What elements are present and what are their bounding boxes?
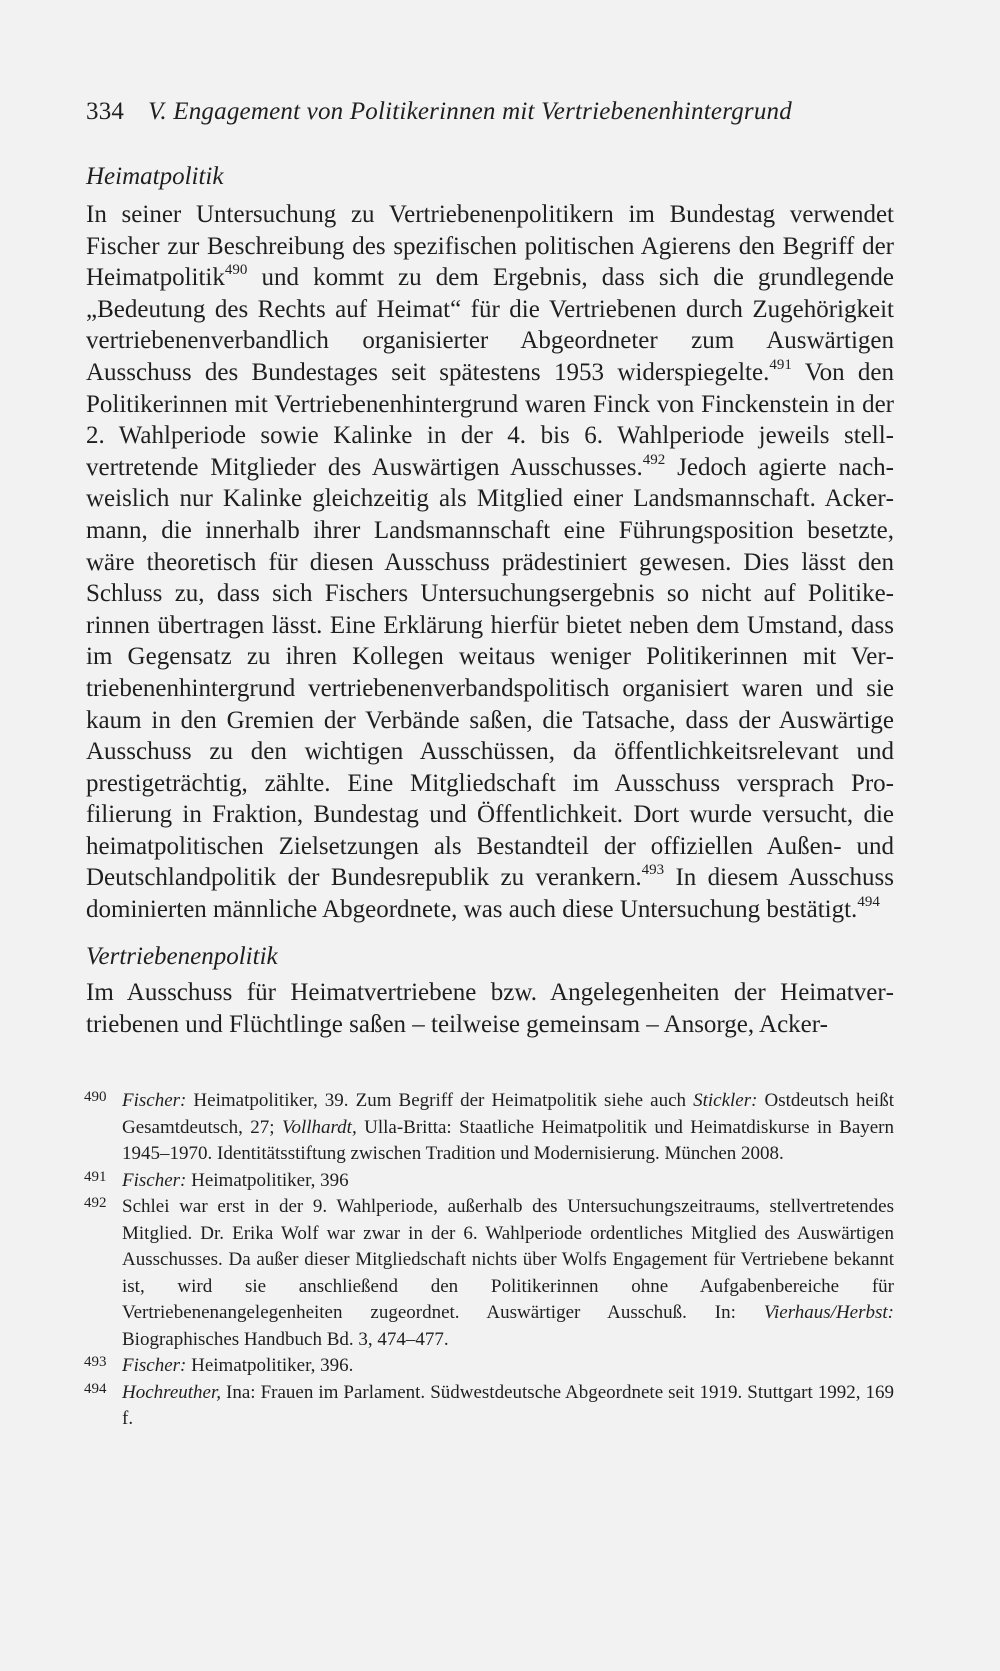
author-name: Fischer: — [122, 1090, 187, 1111]
section-vertriebenenpolitik — [86, 940, 894, 1040]
text-run: Biographisches Handbuch Bd. 3, 474–477. — [122, 1328, 449, 1350]
footnote-491 — [86, 1168, 894, 1195]
running-header — [86, 98, 792, 126]
footnote-number: 493 — [84, 1354, 107, 1370]
text-run: In seiner Untersuchung zu Vertriebenenpolitikern im Bundestag verwendet Fischer zur Beschreibung des spezifischen politischen Agierens den Begriff der Heimatpolitik — [86, 201, 894, 292]
footnote-ref[interactable]: 491 — [769, 356, 792, 373]
section-heimatpolitik — [86, 160, 894, 926]
author-name: Hochreuther, — [122, 1381, 222, 1403]
text-run: Heimatpolitiker, 396. — [186, 1355, 354, 1376]
text-run: Schlei war erst in der 9. Wahlperiode, außerhalb des Untersuchungszeitraums, stellvertretendes Mitglied. Dr. Erika Wolf war zwar in der 6. Wahlperiode ordentliches Mitglied des Auswärtigen Ausschusses. Da außer dieser Mitgliedschaft nichts über Wolfs Engagement für Vertriebene bekannt ist, wird sie anschließend den Politikerinnen ohne Aufgabenbereiche für Vertriebenenangelegenheiten zugeordnet. Auswärtiger Ausschuß. In: — [122, 1196, 894, 1323]
body-paragraph: Im Ausschuss für Heimatvertriebene bzw. Angelegenheiten der Heimatvertriebenen und Flüchtlinge saßen – teilweise gemeinsam – Ansorge, Acker- — [86, 979, 894, 1038]
footnote-number: 492 — [84, 1195, 107, 1211]
footnote-ref[interactable]: 490 — [224, 262, 248, 279]
author-name: Vollhardt, — [281, 1116, 357, 1138]
text-run: Ulla-Britta: Staatliche Heimatpolitik und Heimatdiskurse in Bayern 1945–1970. Identitätsstiftung zwischen Tradition und Modernisierung. München 2008. — [122, 1116, 895, 1164]
footnote-490 — [86, 1088, 894, 1168]
footnote-ref[interactable]: 494 — [857, 894, 880, 911]
author-name: Vierhaus/Herbst: — [763, 1302, 894, 1323]
footnote-number: 490 — [84, 1089, 107, 1105]
text-run: Ina: Frauen im Parlament. Südwestdeutsche Abgeordnete seit 1919. Stuttgart 1992, 169 f. — [122, 1381, 894, 1429]
text-run: In diesem Ausschuss dominierten männliche Abgeordnete, was auch diese Untersuchung bestätigt. — [86, 864, 894, 924]
footnote-494 — [86, 1380, 894, 1433]
footnote-493 — [86, 1353, 894, 1380]
footnote-number: 491 — [84, 1168, 107, 1185]
author-name: Fischer: — [122, 1355, 187, 1376]
section-heading: Heimatpolitik — [86, 163, 224, 190]
text-run: Heimatpolitiker, 396 — [186, 1169, 349, 1191]
page-number: 334 — [86, 98, 125, 125]
section-heading: Vertriebenenpolitik — [86, 943, 278, 970]
footnotes — [86, 1088, 894, 1433]
footnote-ref[interactable]: 492 — [642, 451, 666, 468]
text-run: Von den Politikerinnen mit Vertriebenenhintergrund waren Finck von Finckenstein in der 2. Wahlperiode sowie Kalinke in der 4. bis 6. Wahlperiode jeweils stellvertretende Mitglieder des Auswärtigen Ausschusses. — [86, 358, 894, 481]
text-run: Heimatpolitiker, 39. Zum Begriff der Heimatpolitik siehe auch — [186, 1090, 694, 1111]
footnote-ref[interactable]: 493 — [641, 862, 665, 879]
footnote-number: 494 — [84, 1380, 107, 1397]
text-run: und kommt zu dem Ergebnis, dass sich die grundlegende „Bedeutung des Rechts auf Heimat“ für die Vertriebenen durch Zugehörigkeit vertriebenenverbandlich organisierter Abgeordneter zum Auswärtigen Ausschuss des Bundestages seit spätestens 1953 widerspiegelte. — [86, 264, 894, 386]
author-name: Stickler: — [693, 1090, 758, 1111]
text-run: Jedoch agierte nachweislich nur Kalinke gleichzeitig als Mitglied einer Landsmannschaft. Ackermann, die innerhalb ihrer Landsmannschaft eine Führungsposition besetzte, wäre theoretisch für diesen Ausschuss prädestiniert gewesen. Dies lässt den Schluss zu, dass sich Fischers Untersuchungsergebnis so nicht auf Politikerinnen übertragen lässt. Eine Erklärung hierfür bietet neben dem Umstand, dass im Gegensatz zu ihren Kollegen weitaus weniger Politikerinnen mit Vertriebenenhintergrund vertriebenenverbandspolitisch organisiert waren und sie kaum in den Gremien der Verbände saßen, die Tatsache, dass der Auswärtige Ausschuss zu den wichtigen Ausschüssen, da öffentlichkeitsrelevant und prestigeträchtig, zählte. Eine Mitgliedschaft im Ausschuss versprach Profilierung in Fraktion, Bundestag und Öffentlichkeit. Dort wurde versucht, die heimatpolitischen Zielsetzungen als Bestandteil der offiziellen Außen- und Deutschlandpolitik der Bundesrepublik zu verankern. — [86, 453, 894, 892]
text-run: Ostdeutsch heißt Gesamtdeutsch, 27; — [122, 1090, 894, 1138]
running-title: V. Engagement von Politikerinnen mit Vertriebenenhintergrund — [148, 98, 792, 125]
body-paragraph — [86, 199, 894, 926]
author-name: Fischer: — [122, 1169, 187, 1191]
footnote-492 — [86, 1194, 894, 1353]
